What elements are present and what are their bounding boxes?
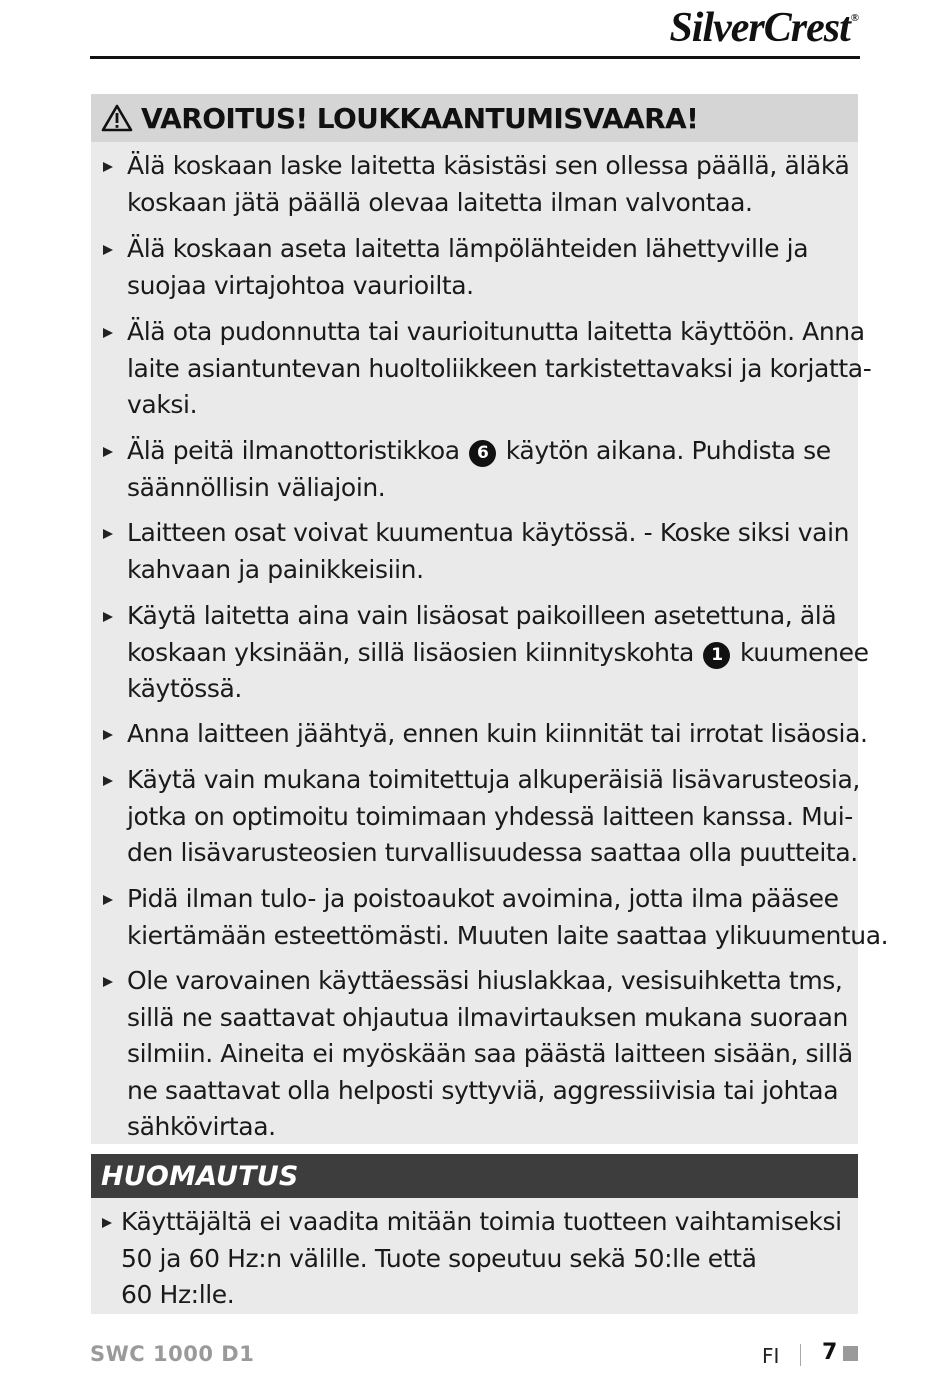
page-number: 7	[822, 1340, 838, 1365]
bullet-arrow-icon	[103, 895, 113, 905]
warning-title: VAROITUS! LOUKKAANTUMISVAARA!	[141, 101, 699, 135]
part-number-badge: 6	[469, 440, 496, 467]
list-item-text: Älä peitä ilmanottoristikkoa 6 käytön aikana. Puhdista se säännöllisin väliajoin.	[127, 436, 831, 502]
registered-mark: ®	[850, 12, 858, 24]
list-item-text: Laitteen osat voivat kuumentua käytössä. - Koske siksi vain kahvaan ja painikkeisiin.	[127, 518, 850, 584]
warning-box	[91, 94, 889, 1144]
list-item-text: Älä koskaan laske laitetta käsistäsi sen ollessa päällä, äläkä koskaan jätä päällä olevaa laitetta ilman valvontaa.	[127, 151, 850, 217]
part-number-badge: 1	[703, 642, 730, 669]
bullet-arrow-icon	[103, 328, 113, 338]
list-item-text: Anna laitteen jäähtyä, ennen kuin kiinnität tai irrotat lisäosia.	[127, 719, 868, 748]
bullet-arrow-icon	[103, 529, 113, 539]
bullet-arrow-icon	[103, 612, 113, 622]
footer-divider	[800, 1344, 801, 1366]
brand-name: SilverCrest	[669, 5, 850, 51]
bullet-arrow-icon	[103, 730, 113, 740]
bullet-arrow-icon	[102, 1218, 112, 1228]
bullet-arrow-icon	[103, 977, 113, 987]
warning-triangle-icon	[101, 104, 133, 132]
footer-model: SWC 1000 D1	[90, 1342, 255, 1366]
footer-square-icon	[843, 1346, 858, 1361]
header-divider	[90, 56, 860, 59]
warning-header	[91, 94, 858, 142]
note-text: Käyttäjältä ei vaadita mitään toimia tuotteen vaihtamiseksi 50 ja 60 Hz:n välille. Tuote sopeutuu sekä 50:lle että 60 Hz:lle.	[121, 1207, 842, 1309]
list-item-text: Älä koskaan aseta laitetta lämpölähteiden lähettyville ja suojaa virtajohtoa vaurioilta.	[127, 234, 809, 300]
list-item-text: Ole varovainen käyttäessäsi hiuslakkaa, vesisuihketta tms, sillä ne saattavat ohjautua ilmavirtauksen mukana suoraan silmiin. Aineita ei myöskään saa päästä laitteen sisään, sillä ne saattavat olla helposti syttyviä, aggressiivisia tai johtaa sähkövirtaa.	[127, 966, 853, 1141]
list-item-text: Pidä ilman tulo- ja poistoaukot avoimina, jotta ilma pääsee kiertämään esteettömästi. Muuten laite saattaa ylikuumentua.	[127, 884, 889, 950]
list-item-text: Käytä vain mukana toimitettuja alkuperäisiä lisävarusteosia, jotka on optimoitu toimimaan yhdessä laitteen kanssa. Mui- den lisävarusteosien turvallisuudessa saattaa olla puutteita.	[127, 765, 860, 867]
list-item-text: Käytä laitetta aina vain lisäosat paikoilleen asetettuna, älä koskaan yksinään, sillä lisäosien kiinnityskohta 1 kuumenee käytössä.	[127, 601, 869, 703]
bullet-arrow-icon	[103, 776, 113, 786]
bullet-arrow-icon	[103, 162, 113, 172]
bullet-arrow-icon	[103, 447, 113, 457]
note-box	[91, 1154, 858, 1314]
note-title: HUOMAUTUS	[101, 1160, 299, 1192]
note-header	[91, 1154, 858, 1198]
list-item-text: Älä ota pudonnutta tai vaurioitunutta laitetta käyttöön. Anna laite asiantuntevan huoltoliikkeen tarkistettavaksi ja korjatta- vaksi.	[127, 317, 872, 419]
brand-logo	[669, 4, 858, 52]
bullet-arrow-icon	[103, 245, 113, 255]
footer-language: FI	[762, 1344, 780, 1368]
